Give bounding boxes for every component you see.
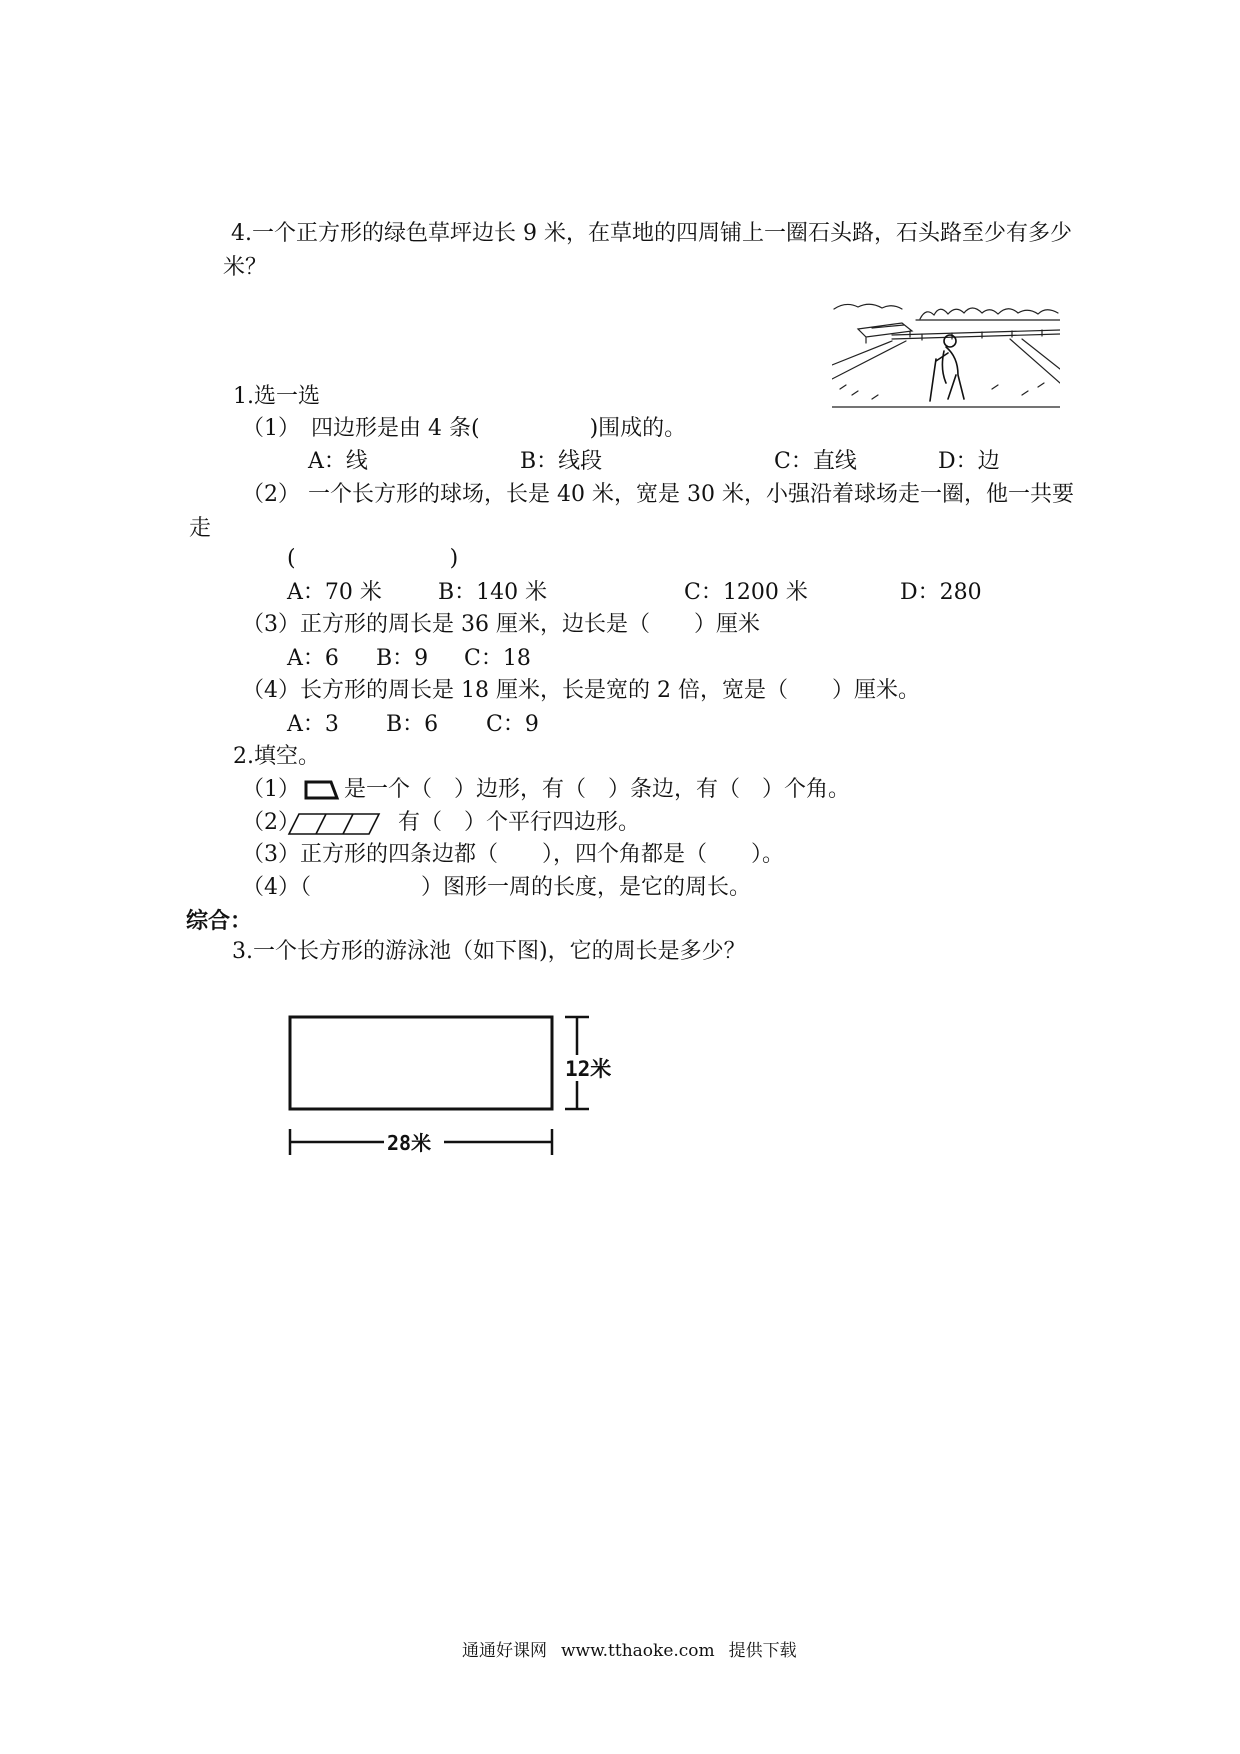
problem-4-line-1: 4.一个正方形的绿色草坪边长 9 米，在草地的四周铺上一圈石头路，石头路至少有多少 [231, 221, 1072, 246]
q1-option-b: B：线段 [520, 449, 603, 474]
problem-3-text: 3.一个长方形的游泳池（如下图)，它的周长是多少？ [232, 939, 746, 964]
q2-text: 一个长方形的球场，长是 40 米，宽是 30 米，小强沿着球场走一圈，他一共要 [308, 482, 1074, 507]
synthesis-title: 综合： [186, 908, 253, 934]
q2-label: （2） [242, 482, 300, 507]
q3-text: （3）正方形的周长是 36 厘米，边长是（ ）厘米 [242, 612, 760, 637]
f4-text: （4）（ ）图形一周的长度，是它的周长。 [242, 875, 751, 900]
footer-site-name: 通通好课网 [462, 1641, 547, 1661]
q2-text-wrap: 走 [189, 516, 212, 541]
q1-option-d: D：边 [938, 449, 1000, 474]
cane [930, 359, 936, 401]
problem-4-line-2: 米？ [223, 255, 268, 280]
q2-option-c: C：1200 米 [684, 580, 808, 605]
bottom-length-label: 28米 [387, 1131, 432, 1155]
q1-label: （1） [242, 416, 300, 441]
road-right-edge [1010, 339, 1060, 383]
q4-option-b: B：6 [386, 712, 439, 737]
q2-option-b: B：140 米 [438, 580, 548, 605]
page-footer [462, 1639, 811, 1663]
q3-option-b: B：9 [376, 646, 429, 671]
tree-line [920, 308, 1058, 319]
q2-answer-blank: ( ) [287, 546, 459, 571]
q2-option-a: A：70 米 [287, 580, 382, 605]
side-length-label: 12米 [565, 1057, 612, 1081]
q2-option-d: D：280 [900, 580, 982, 605]
quadrilateral-figure [304, 779, 340, 801]
q1-option-c: C：直线 [774, 449, 857, 474]
pool-rectangle-diagram [280, 1005, 640, 1165]
f2-label: （2） [242, 810, 300, 835]
grass-hatching [840, 383, 1044, 399]
stone-path-illustration [832, 299, 1060, 411]
q3-option-a: A：6 [287, 646, 339, 671]
q1-option-a: A：线 [308, 449, 368, 474]
f1-text: 是一个（ ）边形，有（ ）条边，有（ ）个角。 [344, 777, 851, 802]
q4-option-a: A：3 [287, 712, 339, 737]
pool-rectangle [290, 1017, 552, 1109]
footer-note: 提供下载 [728, 1641, 797, 1661]
old-man-figure [930, 335, 964, 401]
f3-text: （3）正方形的四条边都（ ），四个角都是（ ）。 [242, 842, 784, 867]
fence-rail [892, 330, 1060, 339]
q3-option-c: C：18 [464, 646, 531, 671]
parallelograms-figure [287, 811, 381, 837]
section-1-title: 1.选一选 [233, 384, 320, 409]
f2-text: 有（ ）个平行四边形。 [398, 810, 641, 835]
sky-scribble [834, 304, 902, 309]
f1-label: （1） [242, 777, 300, 802]
footer-url: www.tthaoke.com [561, 1641, 715, 1661]
section-2-title: 2.填空。 [233, 744, 320, 769]
q1-text: 四边形是由 4 条( )围成的。 [311, 416, 687, 441]
distant-building [858, 323, 912, 343]
q4-option-c: C：9 [486, 712, 539, 737]
q4-text: （4）长方形的周长是 18 厘米，长是宽的 2 倍，宽是（ ）厘米。 [242, 678, 920, 703]
